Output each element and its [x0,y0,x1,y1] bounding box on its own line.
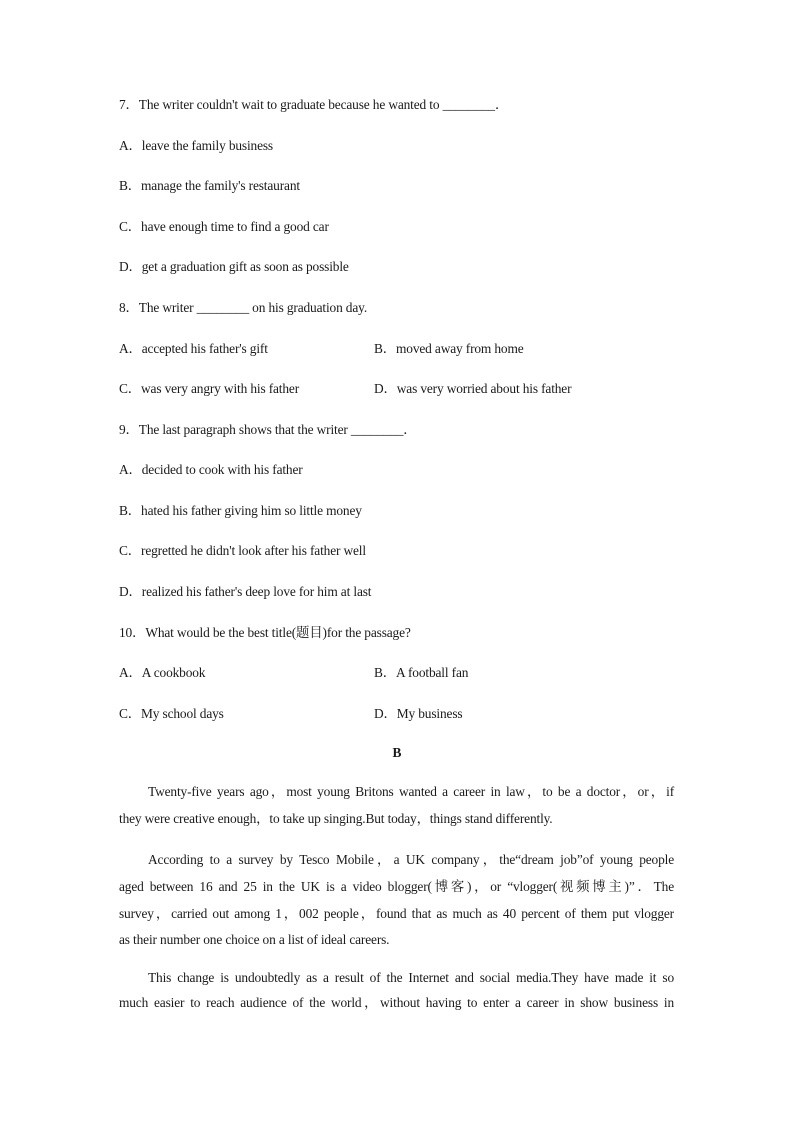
question-8-option-d: D．was very worried about his father [374,381,572,396]
question-8-stem: 8．The writer ________ on his graduation day. [119,300,368,315]
question-7-stem: 7．The writer couldn't wait to graduate because he wanted to ________． [119,97,509,112]
question-10-option-d: D．My business [374,706,463,721]
question-9-option-a: A．decided to cook with his father [119,462,303,477]
paragraph-1-line-1: Twenty-five years ago，most young Britons wanted a career in law，to be a doctor，or，if [148,784,674,799]
question-10-option-b: B．A football fan [374,665,469,680]
paragraph-2-line-2: aged between 16 and 25 in the UK is a video blogger(博客)，or “vlogger(视频博主)”．The [119,879,674,894]
question-10-option-a: A．A cookbook [119,665,206,680]
paragraph-2-line-3: survey，carried out among 1，002 people，found that as much as 40 percent of them put vlogger [119,906,674,921]
question-10-option-c: C．My school days [119,706,224,721]
paragraph-3-line-1: This change is undoubtedly as a result of the Internet and social media.They have made it so [148,970,674,985]
question-10-stem: 10．What would be the best title(题目)for the passage? [119,625,411,640]
question-8-option-b: B．moved away from home [374,341,524,356]
question-7-option-d: D．get a graduation gift as soon as possible [119,259,349,274]
paragraph-2-line-1: According to a survey by Tesco Mobile，a UK company，the“dream job”of young people [148,852,674,867]
question-9-option-c: C．regretted he didn't look after his father well [119,543,366,558]
question-9-stem: 9．The last paragraph shows that the writer ________． [119,422,417,437]
question-9-option-b: B．hated his father giving him so little money [119,503,362,518]
question-7-option-c: C．have enough time to find a good car [119,219,329,234]
section-b-title: B [392,745,402,760]
paragraph-3-line-2: much easier to reach audience of the world，without having to enter a career in show business in [119,995,674,1010]
question-7-option-b: B．manage the family's restaurant [119,178,300,193]
paragraph-1-line-2: they were creative enough，to take up singing.But today，things stand differently. [119,811,553,826]
question-9-option-d: D．realized his father's deep love for him at last [119,584,372,599]
question-7-option-a: A．leave the family business [119,138,273,153]
question-8-option-a: A．accepted his father's gift [119,341,268,356]
paragraph-2-line-4: as their number one choice on a list of ideal careers. [119,932,390,947]
question-8-option-c: C．was very angry with his father [119,381,300,396]
